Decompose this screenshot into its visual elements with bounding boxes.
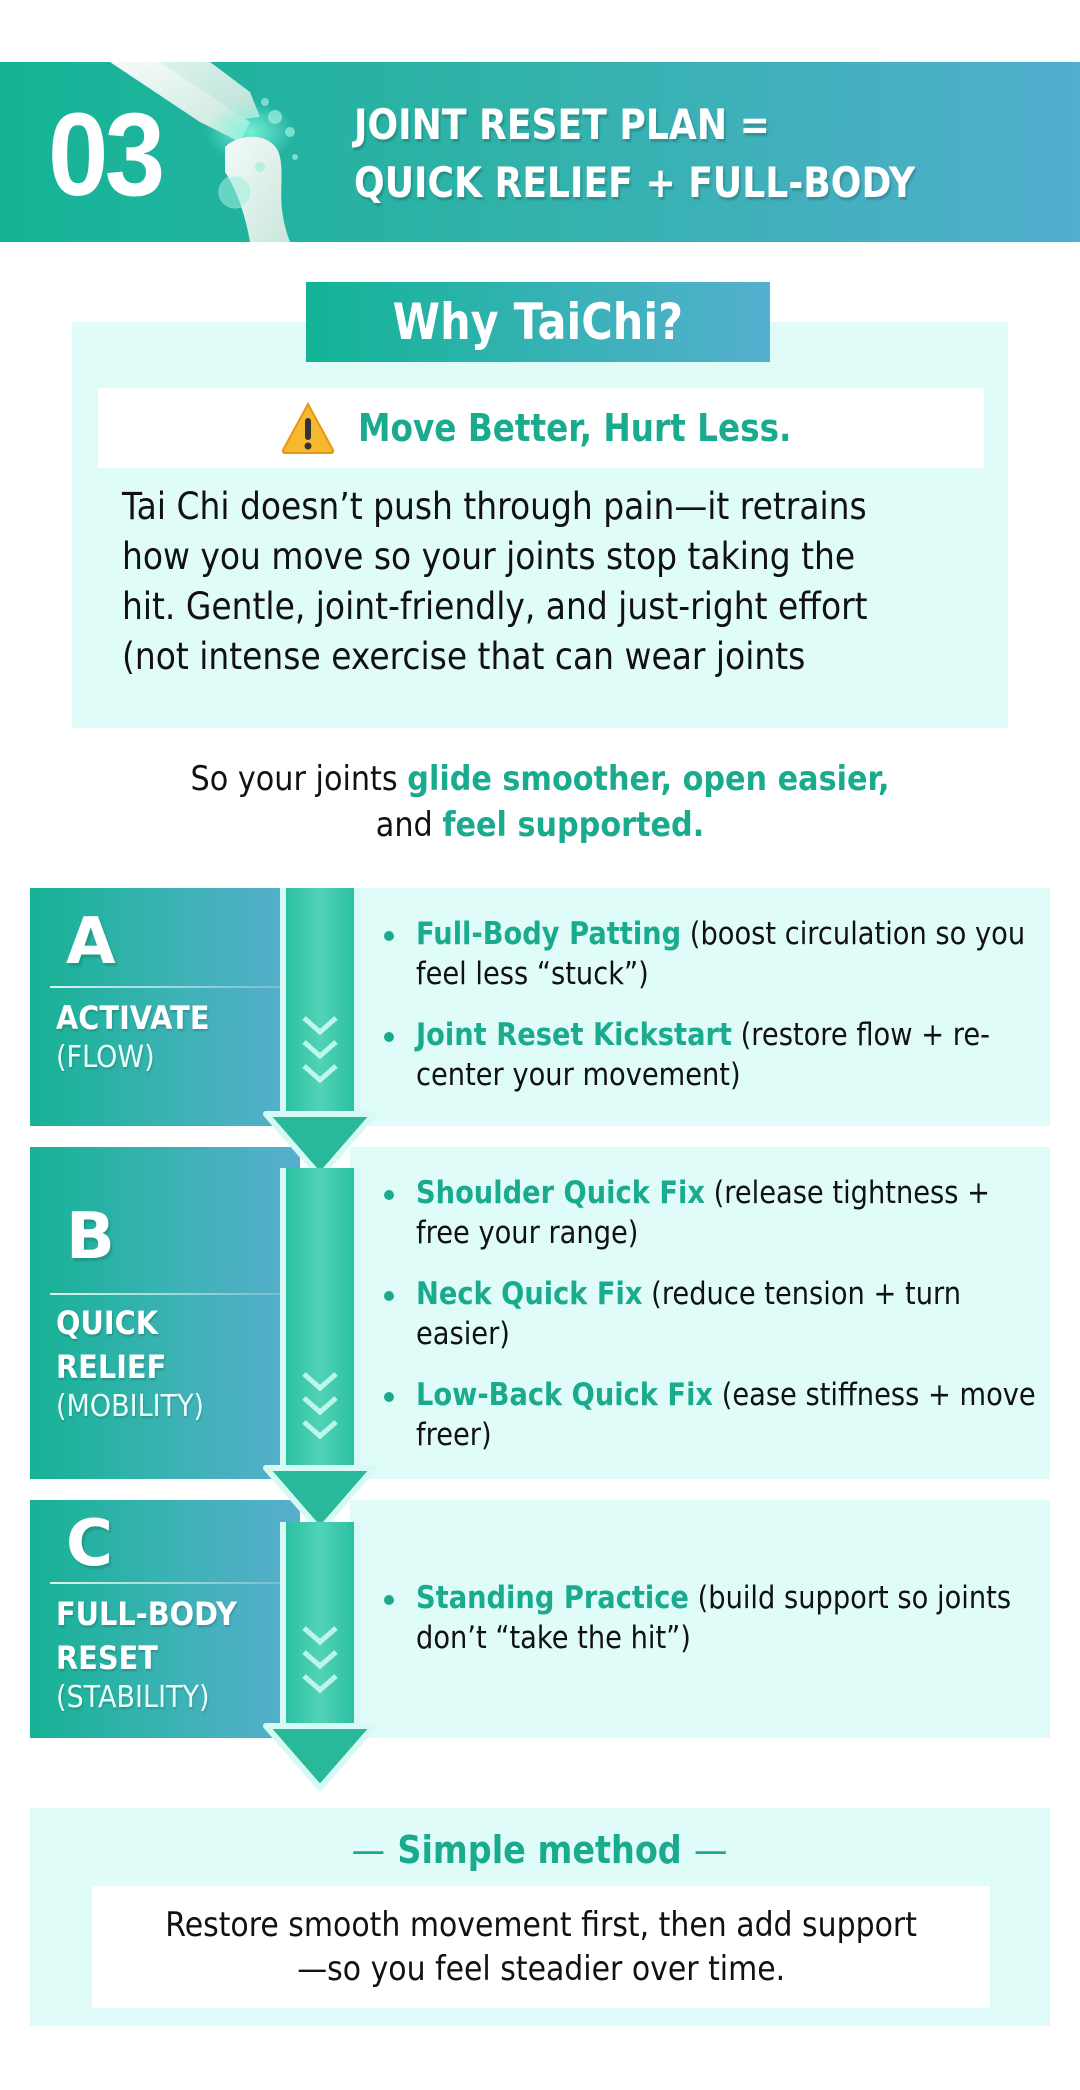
list-item [382,1274,1040,1354]
tagline-text: Move Better, Hurt Less. [357,406,792,450]
why-body-line: Tai Chi doesn’t push through pain—it retrains [122,485,867,528]
chevrons-down-icon [302,1368,338,1468]
simple-method-box [92,1886,990,2008]
item-name: Standing Practice [416,1580,689,1616]
why-body-line: (not intense exercise that can wear joints [122,635,806,678]
summary-line-1 [59,756,1020,802]
summary-prefix: So your joints [190,759,408,799]
summary-highlight: glide smoother, open easier, [407,759,890,799]
item-desc: (release tightness + free your range) [416,1175,991,1251]
step-c-row [30,1500,1050,1738]
summary-middle: and [375,805,443,845]
chevrons-down-icon [302,1622,338,1722]
list-item [382,1578,1040,1658]
chevrons-down-icon [302,1012,338,1112]
item-desc: (restore flow + re-center your movement) [416,1017,990,1093]
why-taichi-title [306,282,770,362]
step-sublabel: (MOBILITY) [56,1389,205,1424]
banner-title-line1: JOINT RESET PLAN = [354,100,770,149]
summary-highlight: feel supported. [442,805,705,845]
step-label: ACTIVATE [56,999,210,1037]
summary-line-2 [59,802,1020,848]
divider [50,1582,300,1584]
item-name: Low-Back Quick Fix [416,1377,714,1413]
list-item [382,1015,1040,1095]
step-label: RELIEF [56,1348,167,1386]
step-letter: A [66,905,116,979]
step-letter: B [66,1200,115,1274]
list-item [382,1173,1040,1253]
item-desc: (reduce tension + turn easier) [416,1276,962,1352]
step-label: RESET [56,1639,158,1677]
step-sublabel: (FLOW) [56,1040,155,1075]
step-sublabel: (STABILITY) [56,1680,210,1715]
step-b-label-panel [30,1147,300,1479]
item-desc: (ease stiffness + move freer) [416,1377,1036,1453]
step-b-items-panel [350,1147,1050,1479]
list-item [382,1375,1040,1455]
item-desc: (boost circulation so you feel less “stuck”) [416,916,1026,992]
why-body-text [122,482,923,682]
tagline-box [98,388,984,468]
item-name: Neck Quick Fix [416,1276,643,1312]
item-name: Shoulder Quick Fix [416,1175,705,1211]
why-taichi-title-text: Why TaiChi? [392,293,684,351]
step-a-items-panel [350,888,1050,1126]
item-name: Full-Body Patting [416,916,682,952]
list-item [382,914,1040,994]
step-a-label-panel [30,888,300,1126]
simple-method-title-text: Simple method [397,1828,683,1872]
section-number: 03 [48,89,162,221]
step-b-row [30,1147,1050,1479]
item-desc: (build support so joints don’t “take the hit”) [416,1580,1012,1656]
divider [50,1293,300,1295]
summary-text [0,756,1080,848]
dash: — [694,1828,728,1872]
banner-title [354,96,915,212]
step-label: QUICK [56,1304,159,1342]
step-label: FULL-BODY [56,1595,237,1633]
method-line: —so you feel steadier over time. [297,1949,785,1989]
why-body-line: how you move so your joints stop taking the [122,535,856,578]
divider [50,986,300,988]
step-letter: C [66,1507,113,1581]
step-c-items-panel [350,1500,1050,1738]
why-body-line: hit. Gentle, joint-friendly, and just-right effort [122,585,868,628]
dash: — [352,1828,386,1872]
method-line: Restore smooth movement first, then add support [165,1905,917,1945]
banner-title-line2: QUICK RELIEF + FULL-BODY [354,158,916,207]
step-c-label-panel [30,1500,300,1738]
warning-icon [280,400,336,456]
step-a-row [30,888,1050,1126]
simple-method-title [0,1824,1080,1876]
down-arrow-icon [262,1722,378,1792]
header-banner [0,62,1080,242]
item-name: Joint Reset Kickstart [416,1017,732,1053]
